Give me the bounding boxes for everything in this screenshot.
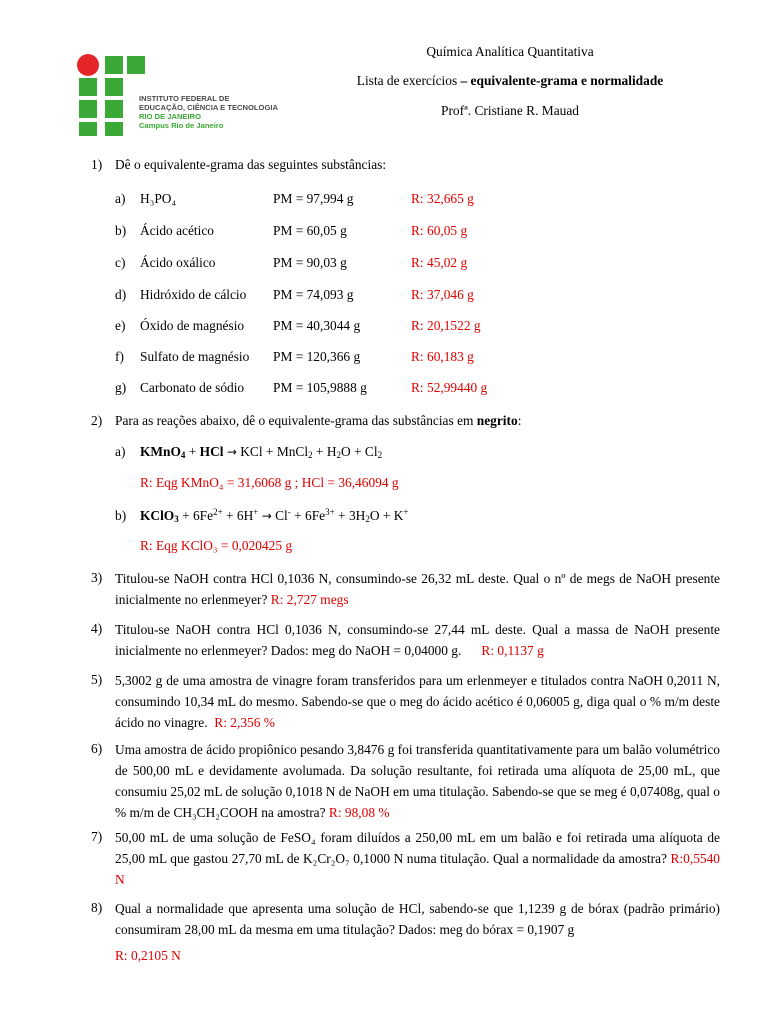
question-text <box>115 619 720 661</box>
list-prefix: Lista de exercícios <box>356 73 461 88</box>
item-letter: a) <box>115 444 126 459</box>
substance-name: H₃PO₄ <box>140 191 177 206</box>
question-text <box>115 827 720 890</box>
reaction-b: KClO$_3$ + $6Fe^{2+} + 6H^+ \to Cl^- + 6Fe^{3+} + 3H_2O + K^+$ <box>140 507 409 524</box>
list-topic: – equivalente-grama e normalidade <box>460 73 664 88</box>
logo-square <box>105 56 123 74</box>
question-number: 2) <box>91 413 103 428</box>
question-number: 3) <box>91 570 103 585</box>
answer: R: 20,1522 g <box>411 318 481 333</box>
logo-square <box>105 122 123 136</box>
substance-name: Ácido acético <box>140 223 214 238</box>
logo-square <box>105 100 123 118</box>
course-title: Química Analítica Quantitativa <box>426 44 594 59</box>
item-letter: b) <box>115 508 127 523</box>
molar-mass: PM = 40,3044 g <box>273 318 361 333</box>
answer: R: 45,02 g <box>411 255 468 270</box>
answer: R: 98,08 % <box>328 805 390 820</box>
answer: R: 0,2105 N <box>115 948 181 963</box>
logo-red-circle <box>77 54 99 76</box>
professor: Profª. Cristiane R. Mauad <box>441 103 579 118</box>
substance-name: Sulfato de magnésio <box>140 349 250 364</box>
substance-name: Carbonato de sódio <box>140 380 245 395</box>
question-text <box>115 670 720 733</box>
molar-mass: PM = 60,05 g <box>273 223 347 238</box>
answer: R:0,5540 N <box>115 851 720 887</box>
logo-square <box>79 78 97 96</box>
answer: R: 2,356 % <box>214 715 275 730</box>
q3-text: Titulou-se NaOH contra HCl 0,1036 N, consumindo-se 26,32 mL deste. Qual o nº de megs de NaOH presente inicialmente no erlenmeyer? <box>115 571 720 607</box>
q2-text-end: : <box>517 413 522 428</box>
logo-line-1: INSTITUTO FEDERAL DE <box>139 94 230 103</box>
item-letter: f) <box>115 349 124 364</box>
answer: R: 2,727 megs <box>270 592 349 607</box>
question-text <box>115 413 521 429</box>
institution-logo <box>75 52 290 138</box>
answer: R: 60,05 g <box>411 223 468 238</box>
question-text <box>115 568 720 610</box>
substance-name: Hidróxido de cálcio <box>140 287 247 302</box>
q2-text: Para as reações abaixo, dê o equivalente-grama das substâncias em <box>115 413 477 428</box>
reaction-a: KMnO$_4$ + HCl → KCl + MnCl$_2$ + $H_2O + Cl_2$ <box>140 444 383 460</box>
answer: R: Eqg KClO₃ = 0,020425 g <box>140 538 293 553</box>
molar-mass: PM = 120,366 g <box>273 349 361 364</box>
molar-mass: PM = 74,093 g <box>273 287 354 302</box>
item-letter: g) <box>115 380 127 395</box>
answer: R: 0,1137 g <box>481 643 544 658</box>
item-letter: c) <box>115 255 126 270</box>
answer: R: 32,665 g <box>411 191 474 206</box>
question-number: 8) <box>91 900 103 915</box>
substance-name: Ácido oxálico <box>140 255 216 270</box>
logo-line-2: EDUCAÇÃO, CIÊNCIA E TECNOLOGIA <box>139 103 278 112</box>
question-number: 5) <box>91 672 103 687</box>
item-letter: d) <box>115 287 127 302</box>
logo-line-4: Campus Rio de Janeiro <box>139 121 224 130</box>
answer: R: 37,046 g <box>411 287 474 302</box>
arrow-icon: → <box>226 445 237 459</box>
arrow-icon: → <box>261 509 272 523</box>
q6-text: Uma amostra de ácido propiônico pesando 3,8476 g foi transferida quantitativamente para um balão volumétrico de 500,00 mL e devidamente avolumada. Da solução resultante, foi retirada uma alíquota de 25,00 mL, que consumiu 25,02 mL de solução 0,1018 N de NaOH em uma titulação. Sabendo-se que se meg é 0,07408g, qual o % m/m de CH₃CH₂COOH na amostra? <box>115 742 720 820</box>
q7-text: 50,00 mL de uma solução de FeSO₄ foram diluídos a 250,00 mL em um balão e foi retirada uma alíquota de 25,00 mL que gastou 27,70 mL de K₂Cr₂O₇ 0,1000 N numa titulação. Qual a normalidade da amostra? <box>115 830 720 866</box>
item-letter: a) <box>115 191 126 206</box>
logo-line-3: RIO DE JANEIRO <box>139 112 202 121</box>
list-title <box>330 73 690 89</box>
question-number: 1) <box>91 157 103 172</box>
question-text: Dê o equivalente-grama das seguintes substâncias: <box>115 157 387 172</box>
substance-name: Óxido de magnésio <box>140 318 245 333</box>
molar-mass: PM = 90,03 g <box>273 255 347 270</box>
logo-square <box>127 56 145 74</box>
question-number: 6) <box>91 741 103 756</box>
logo-square <box>105 78 123 96</box>
question-number: 4) <box>91 621 103 636</box>
answer: R: Eqg KMnO₄ = 31,6068 g ; HCl = 36,46094 g <box>140 475 399 490</box>
q4-text: Titulou-se NaOH contra HCl 0,1036 N, consumindo-se 27,44 mL deste. Qual a massa de NaOH presente inicialmente no erlenmeyer? Dados: meg do NaOH = 0,04000 g. <box>115 622 720 658</box>
molar-mass: PM = 105,9888 g <box>273 380 367 395</box>
item-letter: b) <box>115 223 127 238</box>
answer: R: 52,99440 g <box>411 380 488 395</box>
q5-text: 5,3002 g de uma amostra de vinagre foram transferidos para um erlenmeyer e titulados contra NaOH 0,2011 N, consumindo 10,34 mL do mesmo. Sabendo-se que o meg do ácido acético é 0,06005 g, diga qual o % m/m deste ácido no vinagre. <box>115 673 720 730</box>
question-number: 7) <box>91 829 103 844</box>
answer: R: 60,183 g <box>411 349 474 364</box>
logo-square <box>79 122 97 136</box>
question-text: Qual a normalidade que apresenta uma solução de HCl, sabendo-se que 1,1239 g de bórax (padrão primário) consumiram 28,00 mL da mesma em uma titulação? Dados: meg do bórax = 0,1907 g <box>115 901 720 937</box>
molar-mass: PM = 97,994 g <box>273 191 354 206</box>
question-text <box>115 739 720 823</box>
item-letter: e) <box>115 318 126 333</box>
logo-square <box>79 100 97 118</box>
q2-text-bold: negrito <box>476 413 518 428</box>
